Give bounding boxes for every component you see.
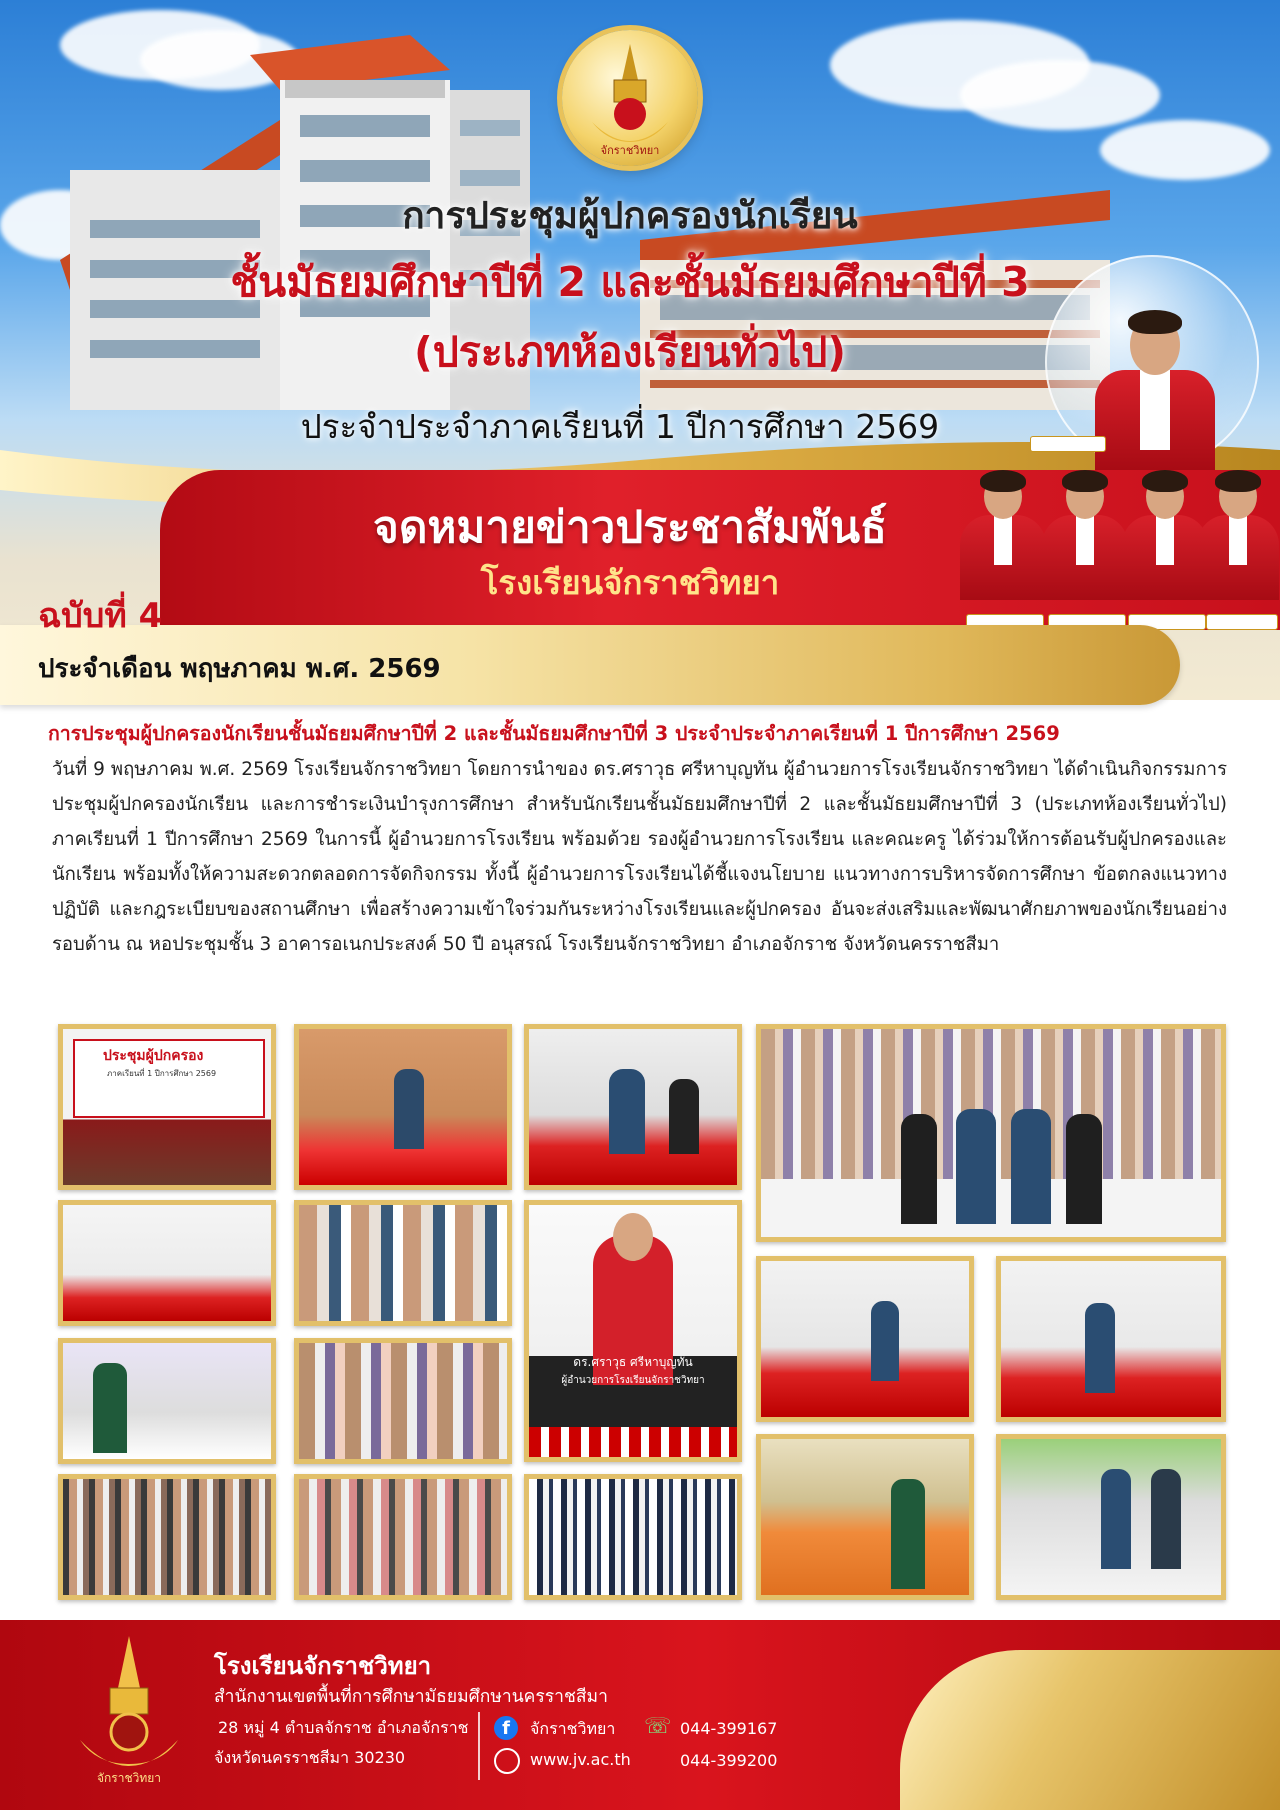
photo-registration-desk (524, 1024, 742, 1190)
photo-meeting-parents (294, 1200, 512, 1326)
photo-students-floor (524, 1474, 742, 1600)
footer-address-line-1: 28 หมู่ 4 ตำบลจักราช อำเภอจักราช (218, 1718, 469, 1737)
footer-facebook-link[interactable]: จักราชวิทยา (530, 1719, 616, 1738)
newsletter-school: โรงเรียนจักราชวิทยา (480, 563, 780, 602)
footer-office: สำนักงานเขตพื้นที่การศึกษามัธยมศึกษานครราชสีมา (214, 1687, 608, 1707)
photo-crowd-talk (294, 1338, 512, 1464)
globe-icon (494, 1748, 520, 1774)
slide-date: ภาคเรียนที่ 1 ปีการศึกษา 2569 (107, 1069, 217, 1078)
footer-address-line-2: จังหวัดนครราชสีมา 30230 (214, 1748, 406, 1767)
footer-phone-1: 044-399167 (680, 1719, 778, 1738)
svg-text:จักราชวิทยา: จักราชวิทยา (600, 144, 660, 157)
title-line-3: (ประเภทห้องเรียนทั่วไป) (413, 328, 847, 376)
slide-title: ประชุมผู้ปกครอง (103, 1048, 204, 1064)
title-line-1: การประชุมผู้ปกครองนักเรียน (402, 194, 858, 237)
article-body (52, 752, 1227, 962)
article-paragraph: วันที่ 9 พฤษภาคม พ.ศ. 2569 โรงเรียนจักราชวิทยา โดยการนำของ ดร.ศราวุธ ศรีหาบุญทัน ผู้อำนวยการโรงเรียนจักราชวิทยา ได้ดำเนินกิจกรรมการประชุมผู้ปกครองนักเรียน และการชำระเงินบำรุงการศึกษา สำหรับนักเรียนชั้นมัธยมศึกษาปีที่ 2 และชั้นมัธยมศึกษาปีที่ 3 (ประเภทห้องเรียนทั่วไป) ภาคเรียนที่ 1 ปีการศึกษา 2569 ในการนี้ ผู้อำนวยการโรงเรียน พร้อมด้วย รองผู้อำนวยการโรงเรียน และคณะครู ได้ร่วมให้การต้อนรับผู้ปกครองและนักเรียน พร้อมทั้งให้ความสะดวกตลอดการจัดกิจกรรม ทั้งนี้ ผู้อำนวยการโรงเรียนได้ชี้แจงนโยบาย แนวทางการบริหารจัดการศึกษา ข้อตกลงแนวทางปฏิบัติ และกฎระเบียบของสถานศึกษา เพื่อสร้างความเข้าใจร่วมกันระหว่างโรงเรียนและผู้ปกครอง อันจะส่งเสริมและพัฒนาศักยภาพของนักเรียนอย่างรอบด้าน ณ หอประชุมชั้น 3 อาคารอเนกประสงค์ 50 ปี อนุสรณ์ โรงเรียนจักราชวิทยา อำเภอจักราช จังหวัดนครราชสีมา (52, 759, 1227, 955)
photo-presentation-slide (58, 1024, 276, 1190)
photo-audience-hall (58, 1474, 276, 1600)
photo-audience-seated (294, 1474, 512, 1600)
nameplate (1030, 436, 1106, 452)
director-caption-name: ดร.ศราวุธ ศรีหาบุญทัน (573, 1355, 693, 1369)
footer-phone-2: 044-399200 (680, 1751, 778, 1770)
staff-figure (1040, 470, 1130, 600)
photo-teacher-desks (756, 1256, 974, 1422)
footer-website-link[interactable]: www.jv.ac.th (530, 1750, 631, 1769)
photo-hall-tables (58, 1200, 276, 1326)
photo-parents-writing (58, 1338, 276, 1464)
photo-director-speech (294, 1024, 512, 1190)
newsletter-title: จดหมายข่าวประชาสัมพันธ์ (373, 502, 887, 553)
crest-icon (562, 30, 698, 166)
facebook-icon: f (494, 1716, 518, 1740)
issue-month: ประจำเดือน พฤษภาคม พ.ศ. 2569 (38, 654, 441, 684)
school-logo (562, 30, 698, 166)
photo-classroom-desks (996, 1256, 1226, 1422)
issue-number: ฉบับที่ 4 (38, 596, 163, 636)
title-line-4: ประจำประจำภาคเรียนที่ 1 ปีการศึกษา 2569 (300, 407, 940, 446)
svg-text:จักราชวิทยา: จักราชวิทยา (96, 1771, 162, 1785)
director-caption-title: ผู้อำนวยการโรงเรียนจักราชวิทยา (561, 1375, 705, 1386)
footer-gold-decoration (900, 1650, 1280, 1810)
staff-figure (958, 470, 1048, 600)
photo-students-orange (756, 1434, 974, 1600)
nameplate (1206, 614, 1278, 630)
footer-crest-icon (74, 1632, 184, 1792)
footer-divider (478, 1712, 480, 1780)
director-figure (1090, 310, 1220, 470)
staff-figure (1195, 470, 1280, 600)
footer-school-name: โรงเรียนจักราชวิทยา (214, 1652, 432, 1680)
title-line-2: ชั้นมัธยมศึกษาปีที่ 2 และชั้นมัธยมศึกษาปีที่ 3 (230, 258, 1030, 306)
phone-icon: ☏ (644, 1714, 672, 1739)
photo-group-crowd (756, 1024, 1226, 1242)
photo-students-outdoor (996, 1434, 1226, 1600)
article-headline: การประชุมผู้ปกครองนักเรียนชั้นมัธยมศึกษาปีที่ 2 และชั้นมัธยมศึกษาปีที่ 3 ประจำประจำภาคเรียนที่ 1 ปีการศึกษา 2569 (48, 722, 1060, 745)
photo-director-portrait (524, 1200, 742, 1462)
